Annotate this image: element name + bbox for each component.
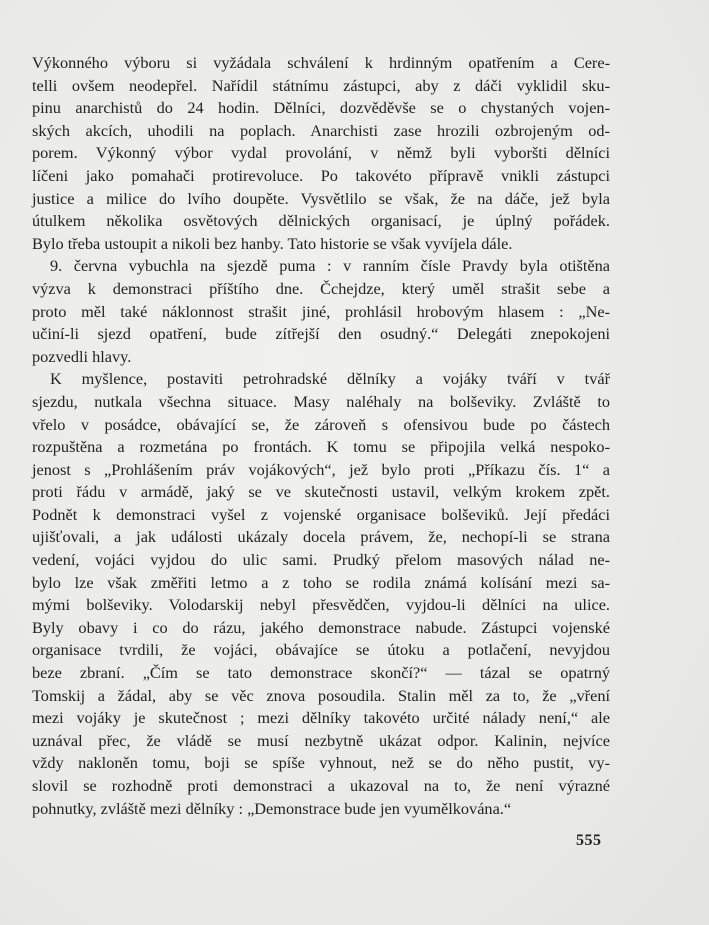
- text-line: útulkem několika osvětových dělnických organisací, je úplný pořádek.: [32, 211, 610, 231]
- text-line: proto měl také náklonnost strašit jiné, prohlásil hrobovým hlasem : „Ne-: [32, 301, 610, 321]
- text-line: pohnutky, zvláště mezi dělníky : „Demonstrace bude jen vyumělkována.“: [32, 798, 512, 818]
- text-line: vřelo v posádce, obávající se, že zároveň s ofensivou bude po částech: [32, 414, 610, 434]
- text-line: 9. června vybuchla na sjezdě puma : v ranním čísle Pravdy byla otištěna: [50, 256, 610, 276]
- text-line: proti řádu v armádě, jaký se ve skutečnosti ustavil, velkým krokem zpět.: [32, 482, 610, 502]
- text-line: Podnět k demonstraci vyšel z vojenské organisace bolševiků. Její předáci: [32, 504, 610, 524]
- text-line: Tomskij a žádal, aby se věc znova posoudila. Stalin měl za to, že „vření: [32, 685, 610, 705]
- text-line: výzva k demonstraci příštího dne. Čchejdze, který uměl strašit sebe a: [32, 278, 610, 298]
- text-line: ujišťovali, a jak události ukázaly docela právem, že, nechopí-li se strana: [32, 527, 610, 547]
- text-line: sjezdu, nutkala všechna situace. Masy naléhaly na bolševiky. Zvláště to: [32, 391, 610, 411]
- text-line: bylo lze však změřiti letmo a z toho se rodila známá kolísání mezi sa-: [32, 572, 610, 592]
- text-line: Byly obavy i co do rázu, jakého demonstrace nabude. Zástupci vojenské: [32, 617, 610, 637]
- text-line: líčeni jako pomahači protirevoluce. Po takovéto přípravě vnikli zástupci: [32, 165, 610, 185]
- text-line: porem. Výkonný výbor vydal provolání, v němž byli vyboršti dělníci: [32, 143, 610, 163]
- text-line: učiní-li sjezd opatření, bude zítřejší den osudný.“ Delegáti znepokojeni: [32, 324, 610, 344]
- text-line: slovil se rozhodně proti demonstraci a ukazoval na to, že není výrazné: [32, 776, 610, 795]
- text-line: mezi vojáky je skutečnost ; mezi dělníky takovéto určité nálady není,“ ale: [32, 708, 610, 728]
- text-line: vždy nakloněn tomu, boji se spíše vyhnout, než se do něho pustit, vy-: [32, 753, 610, 773]
- paragraph-1: [32, 52, 610, 255]
- text-line: Bylo třeba ustoupit a nikoli bez hanby. Tato historie se však vyvíjela dále.: [32, 233, 513, 253]
- paragraph-2: [32, 255, 610, 368]
- text-line: Výkonného výboru si vyžádala schválení k hrdinným opatřením a Cere-: [32, 53, 610, 72]
- text-line: telli ovšem neodepřel. Nařídil státnímu zástupci, aby z dáči vyklidil sku-: [32, 75, 610, 95]
- text-line: uznával přec, že vládě se musí nezbytně ukázat odpor. Kalinin, nejvíce: [32, 730, 610, 750]
- text-line: justice a milice do lvího doupěte. Vysvětlilo se však, že na dáče, jež byla: [32, 188, 610, 208]
- text-line: rozpuštěna a rozmetána po frontách. K tomu se připojila velká nespoko-: [32, 437, 610, 457]
- text-line: pozvedli hlavy.: [32, 346, 132, 366]
- text-line: K myšlence, postaviti petrohradské dělníky a vojáky tváří v tvář: [50, 369, 610, 389]
- text-line: pinu anarchistů do 24 hodin. Dělníci, dozvěděvše se o chystaných vojen-: [32, 98, 610, 118]
- text-line: organisace tvrdili, že vojáci, obávajíce se útoku a potlačení, nevyjdou: [32, 640, 610, 660]
- text-line: ských akcích, uhodili na poplach. Anarchisti zase hrozili ozbrojeným od-: [32, 120, 610, 140]
- text-line: mými bolševiky. Volodarskij nebyl přesvědčen, vyjdou-li dělníci na ulice.: [32, 595, 610, 615]
- text-line: jenost s „Prohlášením práv vojákových“, jež bylo proti „Příkazu čís. 1“ a: [32, 459, 610, 479]
- text-line: beze zbraní. „Čím se tato demonstrace skončí?“ — tázal se opatrný: [32, 663, 610, 683]
- body-text: [32, 52, 610, 820]
- text-line: vedení, vojáci vyjdou do ulic sami. Prudký přelom masových nálad ne-: [32, 550, 610, 570]
- paragraph-3: [32, 368, 610, 820]
- page-number: 555: [576, 832, 602, 849]
